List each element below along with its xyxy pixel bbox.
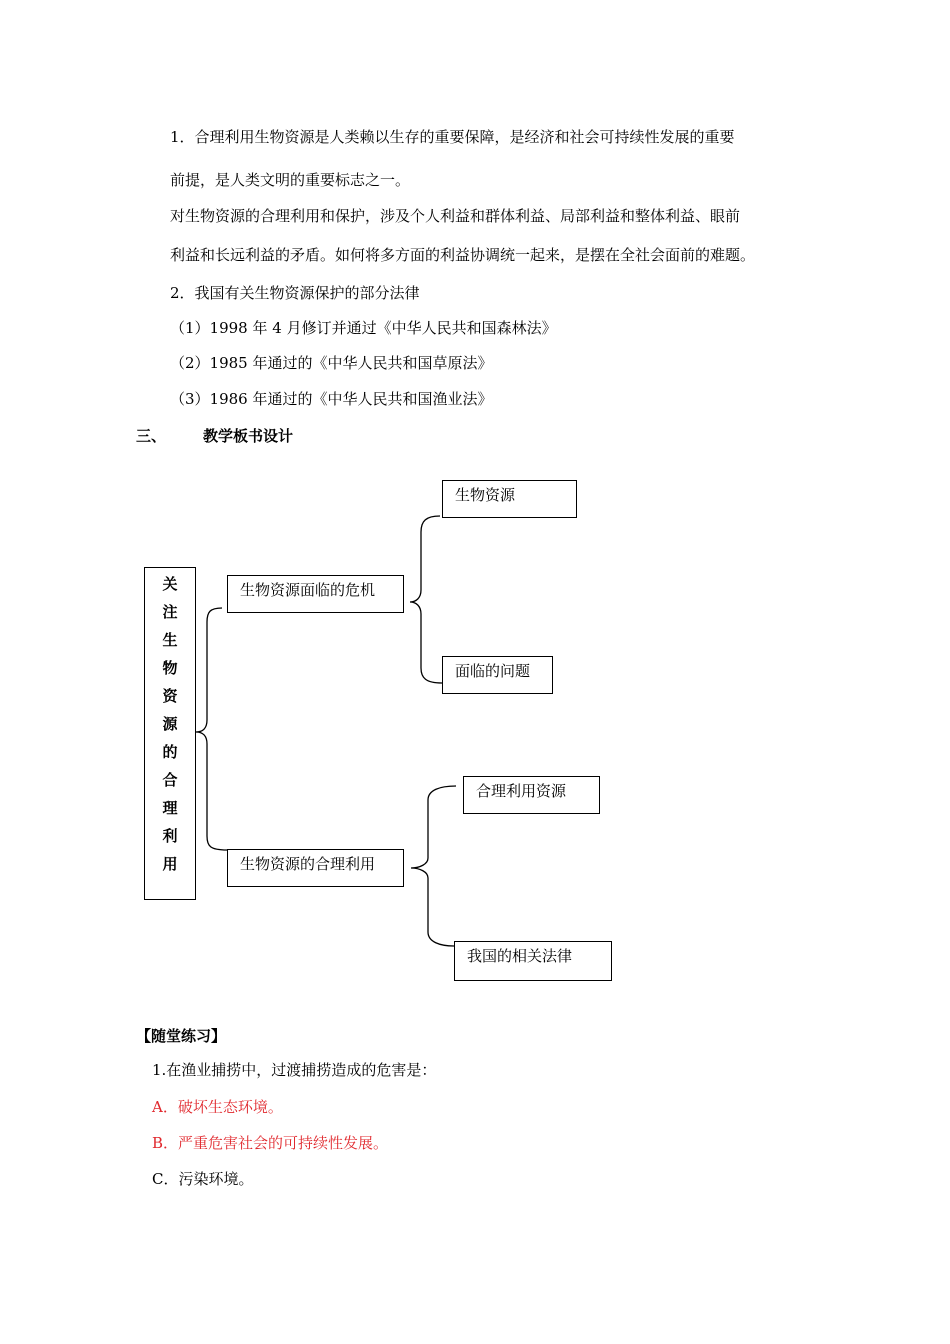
law-item-1: （1）1998 年 4 月修订并通过《中华人民共和国森林法》: [170, 319, 557, 337]
practice-question: 1.在渔业捕捞中，过渡捕捞造成的危害是：: [152, 1061, 437, 1079]
root-char: 合: [162, 771, 178, 789]
root-char: 理: [162, 799, 178, 817]
root-char: 关: [162, 575, 178, 593]
root-char: 利: [162, 827, 178, 845]
option-b: B．严重危害社会的可持续性发展。: [152, 1134, 389, 1152]
paragraph-2-line-2: 利益和长远利益的矛盾。如何将多方面的利益协调统一起来，是摆在全社会面前的难题。: [170, 246, 756, 264]
root-char: 源: [162, 715, 178, 733]
branch-crisis-box: 生物资源面临的危机: [227, 575, 404, 613]
leaf-problems-box: 面临的问题: [442, 656, 553, 694]
law-item-3: （3）1986 年通过的《中华人民共和国渔业法》: [170, 390, 493, 408]
root-topic-box: [144, 567, 196, 900]
paragraph-3: 2．我国有关生物资源保护的部分法律: [170, 284, 420, 302]
root-char: 的: [162, 743, 178, 761]
leaf-laws-box: 我国的相关法律: [454, 941, 612, 981]
root-char: 用: [162, 855, 178, 873]
root-char: 资: [162, 687, 178, 705]
branch-rational-use-box: 生物资源的合理利用: [227, 849, 404, 887]
option-c: C．污染环境。: [152, 1170, 254, 1188]
section-number: 三、: [136, 427, 167, 445]
leaf-rational-use-box: 合理利用资源: [463, 776, 600, 814]
option-a: A．破坏生态环境。: [152, 1098, 283, 1116]
paragraph-1-line-2: 前提，是人类文明的重要标志之一。: [170, 171, 411, 189]
practice-heading: 【随堂练习】: [136, 1027, 227, 1045]
law-item-2: （2）1985 年通过的《中华人民共和国草原法》: [170, 354, 493, 372]
section-heading: 教学板书设计: [203, 427, 294, 445]
leaf-bio-resources-box: 生物资源: [442, 480, 577, 518]
paragraph-1-line-1: 1．合理利用生物资源是人类赖以生存的重要保障，是经济和社会可持续性发展的重要: [170, 128, 735, 146]
root-char: 物: [162, 659, 178, 677]
root-char: 生: [162, 631, 178, 649]
root-char: 注: [162, 603, 178, 621]
paragraph-2-line-1: 对生物资源的合理利用和保护，涉及个人利益和群体利益、局部利益和整体利益、眼前: [170, 207, 741, 225]
